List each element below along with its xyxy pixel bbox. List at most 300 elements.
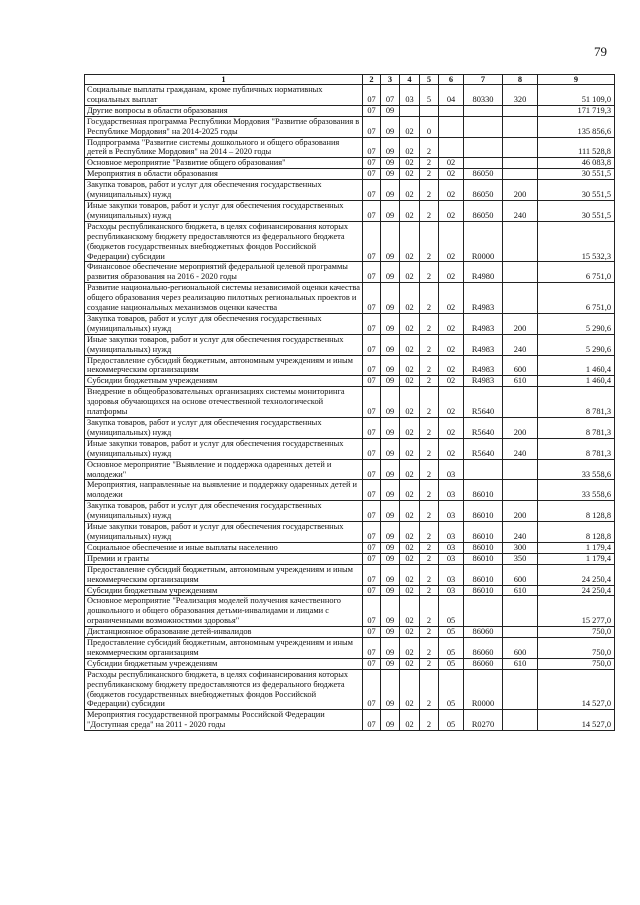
- section-code-cell: 07: [363, 180, 381, 201]
- direction-code-cell: 86010: [464, 564, 503, 585]
- expense-type-code-cell: 610: [503, 376, 538, 387]
- table-row: [85, 376, 615, 387]
- table-row: [85, 137, 615, 158]
- amount-cell: 750,0: [538, 627, 615, 638]
- subprogram-code-cell: [420, 105, 439, 116]
- subprogram-code-cell: 2: [420, 501, 439, 522]
- expense-type-code-cell: 610: [503, 585, 538, 596]
- item-name-cell: Мероприятия, направленные на выявление и поддержку одаренных детей и молодежи: [85, 480, 363, 501]
- section-code-cell: 07: [363, 418, 381, 439]
- subprogram-code-cell: 2: [420, 658, 439, 669]
- subsection-code-cell: 09: [381, 418, 400, 439]
- program-code-cell: 02: [400, 658, 420, 669]
- section-code-cell: 07: [363, 480, 381, 501]
- item-name-cell: Социальные выплаты гражданам, кроме публичных нормативных социальных выплат: [85, 85, 363, 106]
- amount-cell: 15 532,3: [538, 221, 615, 262]
- program-code-cell: 02: [400, 522, 420, 543]
- amount-cell: 8 781,3: [538, 438, 615, 459]
- item-name-cell: Закупка товаров, работ и услуг для обеспечения государственных (муниципальных) нужд: [85, 313, 363, 334]
- amount-cell: 30 551,5: [538, 169, 615, 180]
- program-code-cell: 02: [400, 459, 420, 480]
- program-code-cell: 02: [400, 438, 420, 459]
- subprogram-code-cell: 2: [420, 180, 439, 201]
- subsection-code-cell: 09: [381, 459, 400, 480]
- expense-type-code-cell: 200: [503, 501, 538, 522]
- program-code-cell: 02: [400, 262, 420, 283]
- expense-type-code-cell: [503, 105, 538, 116]
- budget-table: [84, 74, 615, 731]
- direction-code-cell: 86060: [464, 627, 503, 638]
- section-code-cell: 07: [363, 710, 381, 731]
- table-row: [85, 283, 615, 314]
- direction-code-cell: 86010: [464, 480, 503, 501]
- page-number: 79: [594, 44, 607, 59]
- program-code-cell: 02: [400, 638, 420, 659]
- item-name-cell: Основное мероприятие "Развитие общего образования": [85, 158, 363, 169]
- activity-code-cell: 02: [439, 376, 464, 387]
- program-code-cell: 02: [400, 418, 420, 439]
- section-code-cell: 07: [363, 313, 381, 334]
- table-row: [85, 355, 615, 376]
- subsection-code-cell: 09: [381, 596, 400, 627]
- amount-cell: 750,0: [538, 658, 615, 669]
- amount-cell: 1 460,4: [538, 376, 615, 387]
- direction-code-cell: R0270: [464, 710, 503, 731]
- table-row: [85, 169, 615, 180]
- table-row: [85, 564, 615, 585]
- subsection-code-cell: 09: [381, 658, 400, 669]
- expense-type-code-cell: 240: [503, 200, 538, 221]
- activity-code-cell: 02: [439, 283, 464, 314]
- subprogram-code-cell: 2: [420, 459, 439, 480]
- activity-code-cell: 03: [439, 585, 464, 596]
- item-name-cell: Субсидии бюджетным учреждениям: [85, 585, 363, 596]
- section-code-cell: 07: [363, 376, 381, 387]
- amount-cell: 14 527,0: [538, 669, 615, 710]
- header-cell: 9: [538, 75, 615, 85]
- amount-cell: 1 179,4: [538, 542, 615, 553]
- amount-cell: 5 290,6: [538, 334, 615, 355]
- item-name-cell: Предоставление субсидий бюджетным, автономным учреждениям и иным некоммерческим организациям: [85, 564, 363, 585]
- subsection-code-cell: 09: [381, 116, 400, 137]
- expense-type-code-cell: 320: [503, 85, 538, 106]
- subsection-code-cell: 09: [381, 710, 400, 731]
- expense-type-code-cell: [503, 116, 538, 137]
- activity-code-cell: 04: [439, 85, 464, 106]
- program-code-cell: 02: [400, 200, 420, 221]
- subsection-code-cell: 09: [381, 376, 400, 387]
- item-name-cell: Социальное обеспечение и иные выплаты населению: [85, 542, 363, 553]
- program-code-cell: 02: [400, 585, 420, 596]
- direction-code-cell: 86060: [464, 658, 503, 669]
- table-row: [85, 262, 615, 283]
- subsection-code-cell: 09: [381, 221, 400, 262]
- activity-code-cell: 02: [439, 200, 464, 221]
- program-code-cell: [400, 105, 420, 116]
- item-name-cell: Иные закупки товаров, работ и услуг для обеспечения государственных (муниципальных) нужд: [85, 438, 363, 459]
- amount-cell: 6 751,0: [538, 262, 615, 283]
- direction-code-cell: [464, 105, 503, 116]
- subsection-code-cell: 09: [381, 158, 400, 169]
- activity-code-cell: 05: [439, 658, 464, 669]
- subsection-code-cell: 09: [381, 283, 400, 314]
- subsection-code-cell: 09: [381, 313, 400, 334]
- subprogram-code-cell: 2: [420, 418, 439, 439]
- table-row: [85, 438, 615, 459]
- expense-type-code-cell: 240: [503, 438, 538, 459]
- direction-code-cell: 86010: [464, 585, 503, 596]
- subprogram-code-cell: 2: [420, 710, 439, 731]
- activity-code-cell: 02: [439, 355, 464, 376]
- activity-code-cell: 05: [439, 669, 464, 710]
- activity-code-cell: [439, 116, 464, 137]
- amount-cell: 8 128,8: [538, 501, 615, 522]
- section-code-cell: 07: [363, 137, 381, 158]
- section-code-cell: 07: [363, 105, 381, 116]
- item-name-cell: Мероприятия государственной программы Российской Федерации "Доступная среда" на 2011 - 2020 годы: [85, 710, 363, 731]
- table-row: [85, 313, 615, 334]
- direction-code-cell: R4980: [464, 262, 503, 283]
- amount-cell: 8 128,8: [538, 522, 615, 543]
- subprogram-code-cell: 2: [420, 522, 439, 543]
- item-name-cell: Закупка товаров, работ и услуг для обеспечения государственных (муниципальных) нужд: [85, 501, 363, 522]
- activity-code-cell: 02: [439, 158, 464, 169]
- program-code-cell: 02: [400, 221, 420, 262]
- header-cell: 8: [503, 75, 538, 85]
- program-code-cell: 02: [400, 313, 420, 334]
- subsection-code-cell: 09: [381, 169, 400, 180]
- subprogram-code-cell: 5: [420, 85, 439, 106]
- subsection-code-cell: 09: [381, 638, 400, 659]
- activity-code-cell: 02: [439, 418, 464, 439]
- subprogram-code-cell: 2: [420, 334, 439, 355]
- activity-code-cell: 05: [439, 596, 464, 627]
- expense-type-code-cell: 350: [503, 553, 538, 564]
- item-name-cell: Основное мероприятие "Реализация моделей получения качественного дошкольного и общего образования детьми-инвалидами и лицами с ограниченными возможностями здоровья": [85, 596, 363, 627]
- subprogram-code-cell: 2: [420, 596, 439, 627]
- expense-type-code-cell: [503, 221, 538, 262]
- program-code-cell: 02: [400, 564, 420, 585]
- subprogram-code-cell: 2: [420, 669, 439, 710]
- direction-code-cell: R4983: [464, 355, 503, 376]
- direction-code-cell: R4983: [464, 334, 503, 355]
- program-code-cell: 02: [400, 627, 420, 638]
- subprogram-code-cell: 2: [420, 169, 439, 180]
- table-row: [85, 501, 615, 522]
- subprogram-code-cell: 2: [420, 158, 439, 169]
- subsection-code-cell: 09: [381, 542, 400, 553]
- item-name-cell: Иные закупки товаров, работ и услуг для обеспечения государственных (муниципальных) нужд: [85, 522, 363, 543]
- expense-type-code-cell: 600: [503, 355, 538, 376]
- table-row: [85, 459, 615, 480]
- item-name-cell: Субсидии бюджетным учреждениям: [85, 376, 363, 387]
- item-name-cell: Государственная программа Республики Мордовия "Развитие образования в Республике Мордовия" на 2014-2025 годы: [85, 116, 363, 137]
- program-code-cell: 02: [400, 169, 420, 180]
- subsection-code-cell: 09: [381, 355, 400, 376]
- subsection-code-cell: 09: [381, 627, 400, 638]
- header-cell: 2: [363, 75, 381, 85]
- subsection-code-cell: 09: [381, 585, 400, 596]
- direction-code-cell: R4983: [464, 313, 503, 334]
- expense-type-code-cell: [503, 283, 538, 314]
- direction-code-cell: R0000: [464, 221, 503, 262]
- activity-code-cell: 03: [439, 459, 464, 480]
- section-code-cell: 07: [363, 501, 381, 522]
- section-code-cell: 07: [363, 283, 381, 314]
- section-code-cell: 07: [363, 585, 381, 596]
- amount-cell: 1 460,4: [538, 355, 615, 376]
- item-name-cell: Основное мероприятие "Выявление и поддержка одаренных детей и молодежи": [85, 459, 363, 480]
- activity-code-cell: 03: [439, 542, 464, 553]
- direction-code-cell: 86010: [464, 542, 503, 553]
- table-row: [85, 658, 615, 669]
- activity-code-cell: 02: [439, 334, 464, 355]
- section-code-cell: 07: [363, 564, 381, 585]
- subprogram-code-cell: 2: [420, 313, 439, 334]
- section-code-cell: 07: [363, 459, 381, 480]
- item-name-cell: Другие вопросы в области образования: [85, 105, 363, 116]
- header-cell: 3: [381, 75, 400, 85]
- table-row: [85, 638, 615, 659]
- subsection-code-cell: 09: [381, 438, 400, 459]
- subsection-code-cell: 09: [381, 522, 400, 543]
- table-row: [85, 669, 615, 710]
- subsection-code-cell: 09: [381, 137, 400, 158]
- direction-code-cell: R5640: [464, 418, 503, 439]
- subprogram-code-cell: 2: [420, 627, 439, 638]
- section-code-cell: 07: [363, 158, 381, 169]
- activity-code-cell: 05: [439, 627, 464, 638]
- table-row: [85, 553, 615, 564]
- item-name-cell: Субсидии бюджетным учреждениям: [85, 658, 363, 669]
- item-name-cell: Развитие национально-региональной системы независимой оценки качества общего образования через реализацию пилотных региональных проектов и создание национальных механизмов оценки качества: [85, 283, 363, 314]
- table-row: [85, 221, 615, 262]
- header-cell: 7: [464, 75, 503, 85]
- subprogram-code-cell: 2: [420, 221, 439, 262]
- table-row: [85, 418, 615, 439]
- program-code-cell: 02: [400, 710, 420, 731]
- section-code-cell: 07: [363, 542, 381, 553]
- program-code-cell: 02: [400, 116, 420, 137]
- amount-cell: 15 277,0: [538, 596, 615, 627]
- activity-code-cell: 03: [439, 501, 464, 522]
- subsection-code-cell: 09: [381, 334, 400, 355]
- section-code-cell: 07: [363, 221, 381, 262]
- amount-cell: 1 179,4: [538, 553, 615, 564]
- activity-code-cell: 03: [439, 522, 464, 543]
- table-row: [85, 522, 615, 543]
- direction-code-cell: R4983: [464, 376, 503, 387]
- direction-code-cell: 80330: [464, 85, 503, 106]
- activity-code-cell: [439, 137, 464, 158]
- item-name-cell: Премии и гранты: [85, 553, 363, 564]
- expense-type-code-cell: 300: [503, 542, 538, 553]
- expense-type-code-cell: [503, 137, 538, 158]
- direction-code-cell: 86050: [464, 180, 503, 201]
- amount-cell: 24 250,4: [538, 585, 615, 596]
- section-code-cell: 07: [363, 200, 381, 221]
- subprogram-code-cell: 0: [420, 116, 439, 137]
- expense-type-code-cell: [503, 169, 538, 180]
- header-cell: 5: [420, 75, 439, 85]
- subsection-code-cell: 09: [381, 262, 400, 283]
- subsection-code-cell: 09: [381, 669, 400, 710]
- expense-type-code-cell: [503, 387, 538, 418]
- amount-cell: 51 109,0: [538, 85, 615, 106]
- amount-cell: 33 558,6: [538, 480, 615, 501]
- expense-type-code-cell: [503, 459, 538, 480]
- section-code-cell: 07: [363, 658, 381, 669]
- subprogram-code-cell: 2: [420, 564, 439, 585]
- direction-code-cell: [464, 158, 503, 169]
- direction-code-cell: [464, 137, 503, 158]
- section-code-cell: 07: [363, 522, 381, 543]
- expense-type-code-cell: [503, 262, 538, 283]
- section-code-cell: 07: [363, 334, 381, 355]
- expense-type-code-cell: [503, 596, 538, 627]
- amount-cell: 30 551,5: [538, 200, 615, 221]
- program-code-cell: 02: [400, 480, 420, 501]
- program-code-cell: 02: [400, 283, 420, 314]
- activity-code-cell: 02: [439, 169, 464, 180]
- amount-cell: 33 558,6: [538, 459, 615, 480]
- table-row: [85, 387, 615, 418]
- table-row: [85, 180, 615, 201]
- program-code-cell: 02: [400, 387, 420, 418]
- subprogram-code-cell: 2: [420, 553, 439, 564]
- amount-cell: 135 856,6: [538, 116, 615, 137]
- activity-code-cell: 05: [439, 710, 464, 731]
- subsection-code-cell: 09: [381, 564, 400, 585]
- program-code-cell: 02: [400, 137, 420, 158]
- subprogram-code-cell: 2: [420, 387, 439, 418]
- direction-code-cell: [464, 459, 503, 480]
- direction-code-cell: [464, 116, 503, 137]
- amount-cell: 46 083,8: [538, 158, 615, 169]
- expense-type-code-cell: [503, 627, 538, 638]
- expense-type-code-cell: [503, 158, 538, 169]
- table-row: [85, 158, 615, 169]
- program-code-cell: 02: [400, 180, 420, 201]
- amount-cell: 111 528,8: [538, 137, 615, 158]
- expense-type-code-cell: 240: [503, 522, 538, 543]
- table-row: [85, 334, 615, 355]
- item-name-cell: Расходы республиканского бюджета, в целях софинансирования которых республиканскому бюджету предоставляются из федерального бюджета (бюджетов государственных внебюджетных фондов Российской Федерации) субсидии: [85, 221, 363, 262]
- amount-cell: 750,0: [538, 638, 615, 659]
- subprogram-code-cell: 2: [420, 262, 439, 283]
- table-row: [85, 627, 615, 638]
- expense-type-code-cell: 200: [503, 418, 538, 439]
- subprogram-code-cell: 2: [420, 542, 439, 553]
- item-name-cell: Предоставление субсидий бюджетным, автономным учреждениям и иным некоммерческим организациям: [85, 355, 363, 376]
- subsection-code-cell: 09: [381, 501, 400, 522]
- activity-code-cell: 02: [439, 180, 464, 201]
- section-code-cell: 07: [363, 438, 381, 459]
- amount-cell: 24 250,4: [538, 564, 615, 585]
- program-code-cell: 02: [400, 355, 420, 376]
- activity-code-cell: 02: [439, 387, 464, 418]
- expense-type-code-cell: [503, 669, 538, 710]
- subprogram-code-cell: 2: [420, 137, 439, 158]
- program-code-cell: 02: [400, 596, 420, 627]
- item-name-cell: Расходы республиканского бюджета, в целях софинансирования которых республиканскому бюджету предоставляются из федерального бюджета (бюджетов государственных внебюджетных фондов Российской Федерации) субсидии: [85, 669, 363, 710]
- amount-cell: 8 781,3: [538, 418, 615, 439]
- header-cell: 1: [85, 75, 363, 85]
- subsection-code-cell: 09: [381, 553, 400, 564]
- amount-cell: 8 781,3: [538, 387, 615, 418]
- amount-cell: 5 290,6: [538, 313, 615, 334]
- direction-code-cell: 86060: [464, 638, 503, 659]
- table-row: [85, 200, 615, 221]
- amount-cell: 171 719,3: [538, 105, 615, 116]
- item-name-cell: Мероприятия в области образования: [85, 169, 363, 180]
- header-cell: 6: [439, 75, 464, 85]
- item-name-cell: Иные закупки товаров, работ и услуг для обеспечения государственных (муниципальных) нужд: [85, 334, 363, 355]
- direction-code-cell: 86050: [464, 169, 503, 180]
- item-name-cell: Закупка товаров, работ и услуг для обеспечения государственных (муниципальных) нужд: [85, 418, 363, 439]
- section-code-cell: 07: [363, 596, 381, 627]
- program-code-cell: 02: [400, 501, 420, 522]
- program-code-cell: 03: [400, 85, 420, 106]
- activity-code-cell: 02: [439, 262, 464, 283]
- section-code-cell: 07: [363, 669, 381, 710]
- program-code-cell: 02: [400, 334, 420, 355]
- amount-cell: 14 527,0: [538, 710, 615, 731]
- subsection-code-cell: 09: [381, 480, 400, 501]
- program-code-cell: 02: [400, 553, 420, 564]
- amount-cell: 30 551,5: [538, 180, 615, 201]
- section-code-cell: 07: [363, 262, 381, 283]
- section-code-cell: 07: [363, 627, 381, 638]
- expense-type-code-cell: 610: [503, 658, 538, 669]
- activity-code-cell: 02: [439, 221, 464, 262]
- item-name-cell: Подпрограмма "Развитие системы дошкольного и общего образования детей в Республике Мордовия" на 2014 – 2020 годы: [85, 137, 363, 158]
- table-row: [85, 105, 615, 116]
- amount-cell: 6 751,0: [538, 283, 615, 314]
- subsection-code-cell: 09: [381, 180, 400, 201]
- direction-code-cell: 86050: [464, 200, 503, 221]
- subprogram-code-cell: 2: [420, 376, 439, 387]
- subprogram-code-cell: 2: [420, 585, 439, 596]
- table-row: [85, 85, 615, 106]
- section-code-cell: 07: [363, 355, 381, 376]
- section-code-cell: 07: [363, 638, 381, 659]
- header-cell: 4: [400, 75, 420, 85]
- expense-type-code-cell: 600: [503, 638, 538, 659]
- table-row: [85, 542, 615, 553]
- item-name-cell: Иные закупки товаров, работ и услуг для обеспечения государственных (муниципальных) нужд: [85, 200, 363, 221]
- program-code-cell: 02: [400, 542, 420, 553]
- expense-type-code-cell: 200: [503, 313, 538, 334]
- subprogram-code-cell: 2: [420, 283, 439, 314]
- program-code-cell: 02: [400, 669, 420, 710]
- expense-type-code-cell: 200: [503, 180, 538, 201]
- activity-code-cell: 03: [439, 480, 464, 501]
- subprogram-code-cell: 2: [420, 438, 439, 459]
- activity-code-cell: 05: [439, 638, 464, 659]
- section-code-cell: 07: [363, 387, 381, 418]
- activity-code-cell: 02: [439, 438, 464, 459]
- program-code-cell: 02: [400, 158, 420, 169]
- section-code-cell: 07: [363, 85, 381, 106]
- section-code-cell: 07: [363, 553, 381, 564]
- item-name-cell: Предоставление субсидий бюджетным, автономным учреждениям и иным некоммерческим организациям: [85, 638, 363, 659]
- expense-type-code-cell: 600: [503, 564, 538, 585]
- expense-type-code-cell: 240: [503, 334, 538, 355]
- subprogram-code-cell: 2: [420, 638, 439, 659]
- activity-code-cell: 03: [439, 553, 464, 564]
- section-code-cell: 07: [363, 116, 381, 137]
